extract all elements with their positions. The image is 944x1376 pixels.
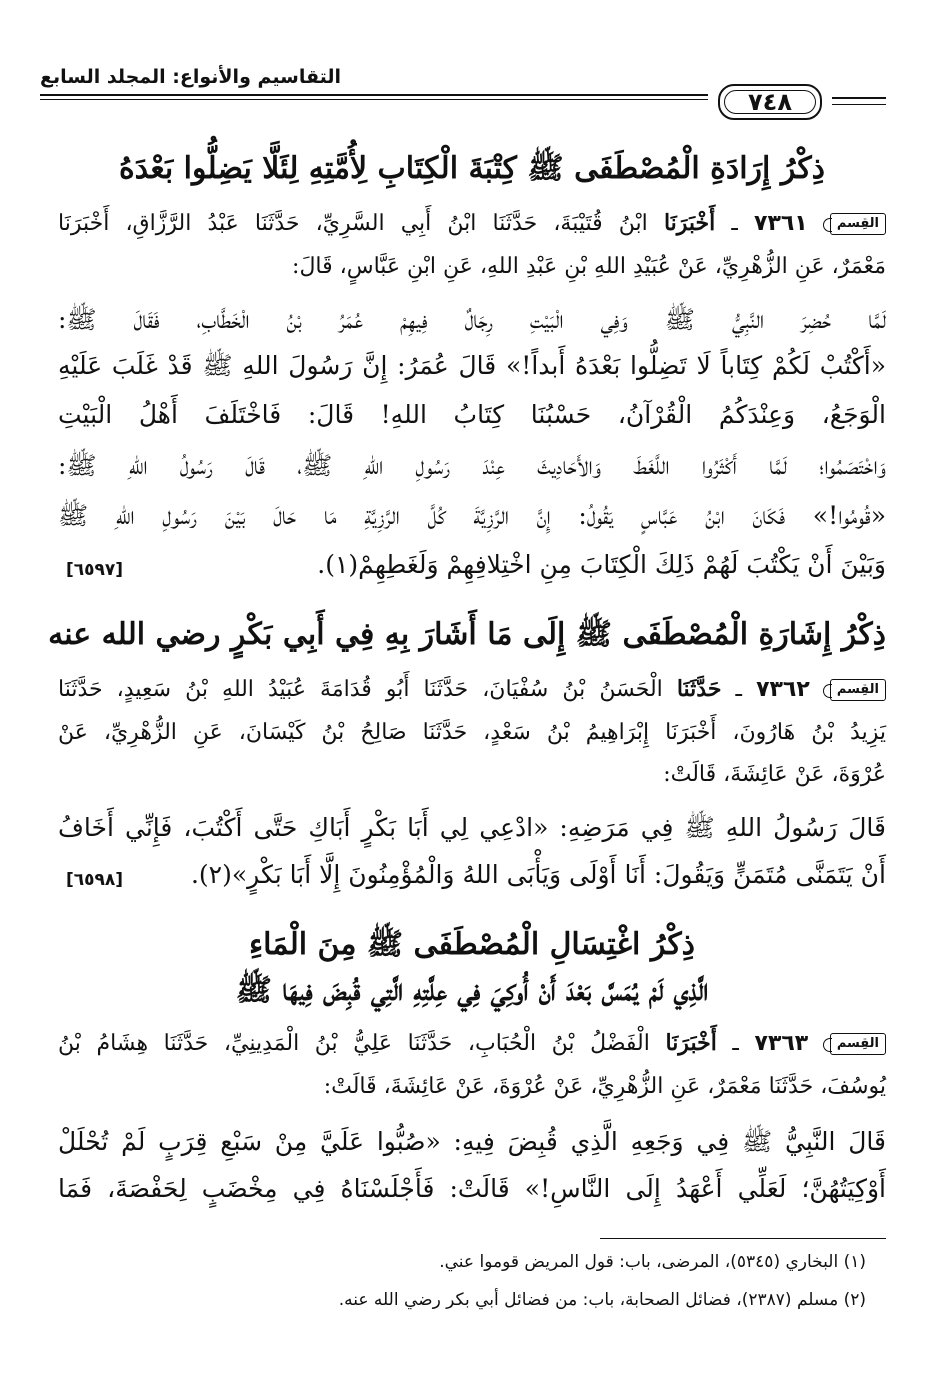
isnad-lead: حَدَّثَنَا [676,676,722,702]
isnad-lead: أَخْبَرَنَا [665,1030,717,1056]
matn-line: الْوَجَعُ، وَعِنْدَكُمُ الْقُرْآنُ، حَسْبُنَا كِتَابُ اللهِ! قَالَ: فَاخْتَلَفَ أَهْلُ الْبَيْتِ [58,400,886,429]
section-heading: ذِكْرُ إِشَارَةِ الْمُصْطَفَى ﷺ إِلَى مَا أَشَارَ بِهِ فِي أَبِي بَكْرٍ رضي الله عنه [48,617,886,652]
section-heading-continued: الَّذِي لَمْ يُمَسَّ بَعْدَ أَنْ أُوكِيَ فِي عِلَّتِهِ الَّتِي قُبِضَ فِيهَا ﷺ [235,973,709,1008]
isnad-text: الْحَسَنُ بْنُ سُفْيَانَ، حَدَّثَنَا أَبُو قُدَامَةَ عُبَيْدُ اللهِ بْنُ سَعِيدٍ، حَدَّثَنَا [58,677,663,702]
hadith-isnad-line: القِسم ٧٣٦١ ـ أَخْبَرَنَا ابْنُ قُتَيْبَةَ، حَدَّثَنَا ابْنُ أَبِي السَّرِيِّ، حَدَّثَنَا عَبْدُ الرَّزَّاقِ، أَخْبَرَنَا [58,210,886,236]
header-rule-right [832,97,886,99]
hadith-isnad-line: يَزِيدُ بْنُ هَارُونَ، أَخْبَرَنَا إِبْرَاهِيمُ بْنُ سَعْدٍ، حَدَّثَنَا صَالِحُ بْنُ كَيْسَانَ، عَنِ الزُّهْرِيِّ، عَنْ [58,720,886,745]
matn-line: أَنْ يَتَمَنَّى مُتَمَنٍّ وَيَقُولَ: أَنَا أَوْلَى وَيَأْبَى اللهُ وَالْمُؤْمِنُونَ إِلَّا أَبَا بَكْرٍ»(٢). [190,860,886,889]
matn-line: أَوْكِيَتُهُنَّ؛ لَعَلِّي أَعْهَدُ إِلَى النَّاسِ!» قَالَتْ: فَأَجْلَسْنَاهُ فِي مِخْضَبٍ لِحَفْصَةَ، فَمَا [58,1174,886,1203]
header-rule-right-thin [832,104,886,105]
isnad-lead: أَخْبَرَنَا [663,210,716,236]
isnad-text: الْفَضْلُ بْنُ الْحُبَابِ، حَدَّثَنَا عَلِيُّ بْنُ الْمَدِينِيِّ، حَدَّثَنَا هِشَامُ بْنُ [58,1031,650,1056]
hadith-badge: القِسم [830,213,886,235]
footnote-separator [600,1238,886,1239]
header-rule-thin [40,99,708,100]
footnote-2: (٢) مسلم (٢٣٨٧)، فضائل الصحابة، باب: من فضائل أبي بكر رضي الله عنه. [338,1290,866,1310]
hadith-isnad-line: مَعْمَرٌ، عَنِ الزُّهْرِيِّ، عَنْ عُبَيْدِ اللهِ بْنِ عَبْدِ اللهِ، عَنِ ابْنِ عَبَّاسٍ، قَالَ: [292,254,886,279]
header-rule [40,94,708,96]
reference-code: [٦٥٩٧] [66,560,124,580]
hadith-number: ٧٣٦١ [754,211,808,236]
section-heading: ذِكْرُ إِرَادَةِ الْمُصْطَفَى ﷺ كِتْبَةَ الْكِتَابِ لِأُمَّتِهِ لِئَلَّا يَضِلُّوا بَعْدَهُ [118,151,826,186]
hadith-isnad-line: القِسم ٧٣٦٣ ـ أَخْبَرَنَا الْفَضْلُ بْنُ الْحُبَابِ، حَدَّثَنَا عَلِيُّ بْنُ الْمَدِينِيِّ، حَدَّثَنَا هِشَامُ بْنُ [58,1030,886,1056]
reference-code: [٦٥٩٨] [66,870,124,890]
hadith-number: ٧٣٦٢ [756,677,810,702]
matn-line: «أَكْتُبْ لَكُمْ كِتَاباً لَا تَضِلُّوا بَعْدَهُ أَبداً!» قَالَ عُمَرُ: إِنَّ رَسُولَ اللهِ ﷺ قَدْ غَلَبَ عَلَيْهِ [58,351,886,380]
running-title: التقاسيم والأنواع: المجلد السابع [40,66,342,88]
matn-line: قَالَ النَّبِيُّ ﷺ فِي وَجَعِهِ الَّذِي قُبِضَ فِيهِ: «صُبُّوا عَلَيَّ مِنْ سَبْعِ قِرَبٍ لَمْ تُحْلَلْ [58,1127,886,1156]
hadith-isnad-line: يُوسُفَ، حَدَّثَنَا مَعْمَرٌ، عَنِ الزُّهْرِيِّ، عَنْ عُرْوَةَ، عَنْ عَائِشَةَ، قَالَتْ: [323,1074,886,1099]
matn-line: «قُومُوا!» فَكَانَ ابْنُ عَبَّاسٍ يَقُولُ: إِنَّ الرَّزِيَّةَ كُلَّ الرَّزِيَّةِ مَا حَالَ بَيْنَ رَسُولِ اللهِ ﷺ [58,501,886,530]
matn-line: لَمَّا حُضِرَ النَّبِيُّ ﷺ وَفِي الْبَيْتِ رِجَالٌ فِيهِمْ عُمَرُ بْنُ الْخَطَّابِ، فَقَالَ ﷺ: [58,305,886,334]
isnad-text: ابْنُ قُتَيْبَةَ، حَدَّثَنَا ابْنُ أَبِي السَّرِيِّ، حَدَّثَنَا عَبْدُ الرَّزَّاقِ، أَخْبَرَنَا [58,211,648,236]
hadith-isnad-line: القِسم ٧٣٦٢ ـ حَدَّثَنَا الْحَسَنُ بْنُ سُفْيَانَ، حَدَّثَنَا أَبُو قُدَامَةَ عُبَيْدُ اللهِ بْنُ سَعِيدٍ، حَدَّثَنَا [58,676,886,702]
page-number: ٧٤٨ [718,84,822,120]
section-heading: ذِكْرُ اغْتِسَالِ الْمُصْطَفَى ﷺ مِنَ الْمَاءِ [248,927,696,962]
matn-line: وَاخْتَصَمُوا؛ لَمَّا أَكْثَرُوا اللَّغَطَ وَالأَحَادِيثَ عِنْدَ رَسُولِ اللهِ ﷺ، قَالَ رَسُولُ اللهِ ﷺ: [58,451,886,480]
footnote-1: (١) البخاري (٥٣٤٥)، المرضى، باب: قول المريض قوموا عني. [439,1252,866,1272]
matn-line: وَبَيْنَ أَنْ يَكْتُبَ لَهُمْ ذَلِكَ الْكِتَابَ مِنِ اخْتِلافِهِمْ وَلَغَطِهِمْ(١). [317,550,886,579]
hadith-number: ٧٣٦٣ [754,1031,809,1056]
hadith-badge: القِسم [830,1033,886,1055]
hadith-isnad-line: عُرْوَةَ، عَنْ عَائِشَةَ، قَالَتْ: [663,762,886,787]
matn-line: قَالَ رَسُولُ اللهِ ﷺ فِي مَرَضِهِ: «ادْعِي لِي أَبَا بَكْرٍ أَبَاكِ حَتَّى أَكْتُبَ، فَإِنِّي أَخَافُ [58,813,886,842]
hadith-badge: القِسم [830,679,886,701]
